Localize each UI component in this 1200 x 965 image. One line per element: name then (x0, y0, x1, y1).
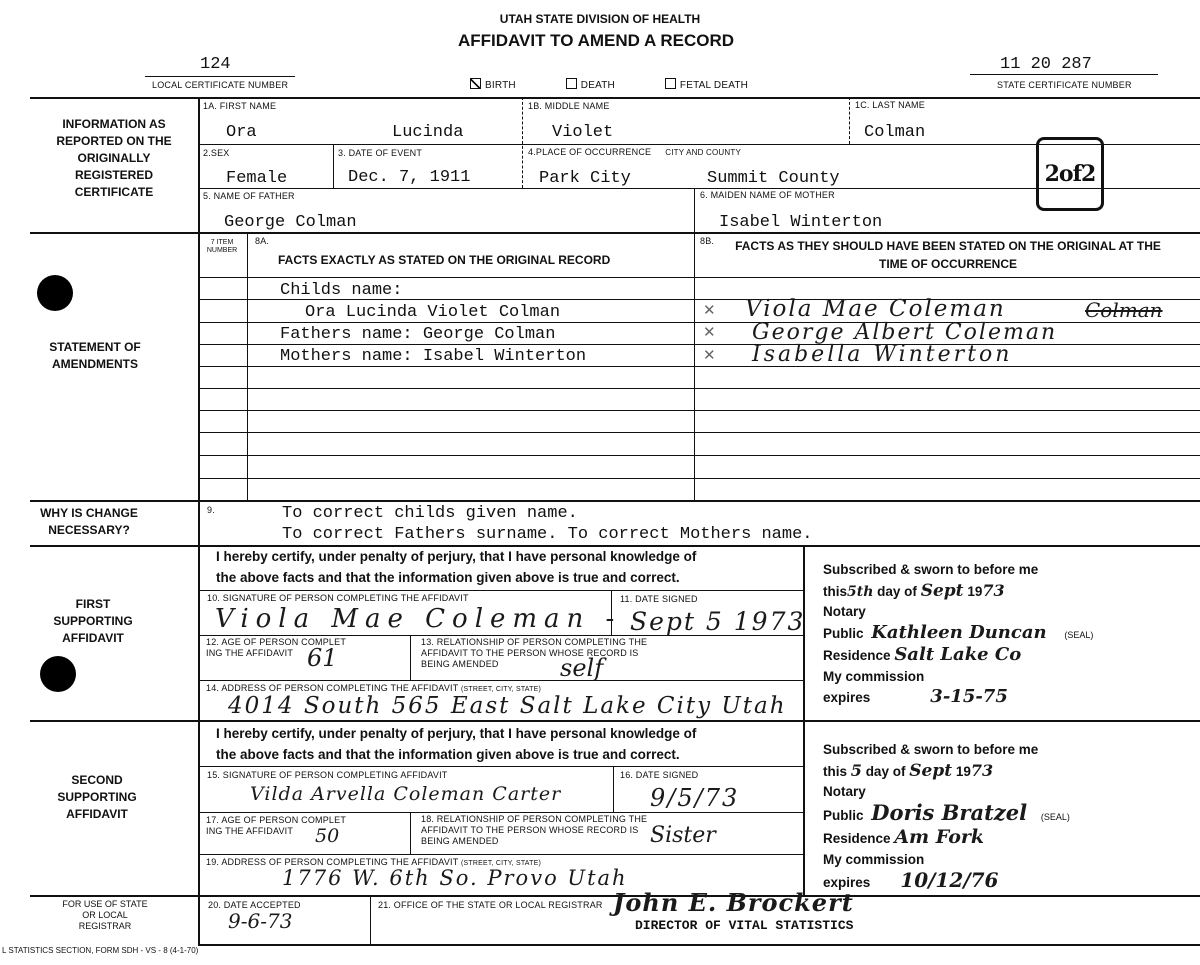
father-name-label: 5. NAME OF FATHER (203, 191, 295, 201)
place-label: 4.PLACE OF OCCURRENCE CITY AND COUNTY (528, 147, 741, 157)
first-address-value: 4014 South 565 East Salt Lake City Utah (228, 693, 787, 719)
first-name-value: Ora (226, 123, 257, 142)
second-notary-day: 5 (850, 760, 862, 780)
form-title: AFFIDAVIT TO AMEND A RECORD (457, 31, 735, 50)
second-notary-block: Subscribed & sworn to before me this 5 day of Sept 1973 Notary Public Doris Bratzel (SEAL) Residence Am Fork My commission expires 10/12/76 (823, 742, 1070, 892)
second-date-signed: 9/5/73 (650, 784, 740, 812)
city-value: Park City (539, 169, 631, 188)
corrected-fact-line: Viola Mae Coleman (745, 296, 1006, 322)
registrar-office-label: 21. OFFICE OF THE STATE OR LOCAL REGISTRAR (378, 900, 603, 910)
middle-name-label: 1B. MIDDLE NAME (528, 101, 610, 111)
second-notary-residence: Am Fork (894, 826, 985, 848)
state-cert-number: 11 20 287 (1000, 55, 1092, 74)
item-number-label: 7 ITEM NUMBER (206, 239, 238, 254)
middle-name-value: Violet (552, 123, 614, 142)
checked-box-icon (470, 78, 481, 89)
first-notary-month: Sept (920, 580, 964, 601)
last-name-value: Colman (864, 123, 926, 142)
first-age-value: 61 (307, 644, 338, 672)
first-age-label: 12. AGE OF PERSON COMPLET ING THE AFFIDAVIT (206, 637, 347, 658)
sex-value: Female (226, 169, 288, 188)
local-cert-label: LOCAL CERTIFICATE NUMBER (152, 80, 289, 90)
second-notary-name: Doris Bratzel (871, 799, 1028, 825)
record-type-options (470, 78, 748, 91)
registrar-title: DIRECTOR OF VITAL STATISTICS (635, 918, 854, 933)
second-signature: Vilda Arvella Coleman Carter (250, 783, 562, 805)
registrar-signature: John E. Brockert (613, 888, 854, 917)
first-notary-block: Subscribed & sworn to before me this5th day of Sept 1973 Notary Public Kathleen Duncan (SEAL) Residence Salt Lake Co My commission expires 3-15-75 (823, 562, 1094, 707)
second-notary-month: Sept (909, 760, 953, 781)
corrected-fact-line: George Albert Coleman (752, 320, 1058, 345)
page-count-stamp: 2of2 (1036, 137, 1104, 211)
statement-section-label: STATEMENT OF AMENDMENTS (49, 340, 141, 371)
date-of-event-value: Dec. 7, 1911 (348, 168, 471, 187)
first-notary-name: Kathleen Duncan (871, 621, 1047, 643)
agency-name: UTAH STATE DIVISION OF HEALTH (499, 12, 701, 26)
second-age-label: 17. AGE OF PERSON COMPLET ING THE AFFIDAVIT (206, 815, 347, 836)
reason-line-2: To correct Fathers surname. To correct Mothers name. (282, 525, 813, 544)
first-notary-day: 5th (847, 583, 874, 600)
first-relationship-value: self (560, 654, 604, 682)
mother-name-value: Isabel Winterton (719, 213, 883, 232)
second-signature-label: 15. SIGNATURE OF PERSON COMPLETING AFFIDAVIT (207, 770, 448, 780)
empty-box-icon (665, 78, 676, 89)
second-address-value: 1776 W. 6th So. Provo Utah (282, 866, 628, 890)
certify-text-line-2: the above facts and that the information given above is true and correct. (216, 570, 680, 585)
x-mark-icon: ✕ (703, 347, 716, 364)
first-signature-label: 10. SIGNATURE OF PERSON COMPLETING THE AFFIDAVIT (207, 593, 469, 603)
second-notary-expires: 10/12/76 (900, 868, 999, 892)
original-fact-line: Fathers name: George Colman (280, 325, 556, 344)
place-sublabel: CITY AND COUNTY (665, 148, 741, 157)
father-name-value: George Colman (224, 213, 357, 232)
first-signature: Viola Mae Coleman - (215, 604, 622, 634)
death-checkbox[interactable]: DEATH (566, 80, 615, 91)
date-accepted-value: 9-6-73 (228, 909, 293, 933)
original-fact-line: Mothers name: Isabel Winterton (280, 347, 587, 366)
empty-box-icon (566, 78, 577, 89)
county-value: Summit County (707, 169, 840, 188)
second-age-value: 50 (315, 825, 340, 847)
reason-line-1: To correct childs given name. (282, 504, 578, 523)
punch-hole (37, 275, 73, 311)
first-affidavit-label: FIRST SUPPORTING AFFIDAVIT (53, 597, 133, 645)
certify-text-line-1: I hereby certify, under penalty of perjury, that I have personal knowledge of (216, 726, 697, 741)
x-mark-icon: ✕ (703, 324, 716, 341)
first-notary-residence: Salt Lake Co (894, 644, 1022, 665)
second-relationship-value: Sister (650, 823, 716, 848)
sex-label: 2.SEX (203, 148, 230, 158)
second-notary-year: 73 (970, 760, 994, 780)
corrected-fact-line: Isabella Winterton (752, 342, 1013, 367)
form-footer: L STATISTICS SECTION, FORM SDH - VS - 8 (4-1-70) (2, 946, 199, 955)
column-8a-title: FACTS EXACTLY AS STATED ON THE ORIGINAL RECORD (278, 253, 611, 267)
struck-out-text: Colman (1085, 298, 1163, 322)
second-address-label: 19. ADDRESS OF PERSON COMPLETING THE AFFIDAVIT (STREET, CITY, STATE) (206, 857, 542, 867)
last-name-label: 1C. LAST NAME (855, 100, 925, 110)
date-accepted-label: 20. DATE ACCEPTED (208, 900, 301, 910)
punch-hole (40, 656, 76, 692)
certify-text-line-2: the above facts and that the information given above is true and correct. (216, 747, 680, 762)
original-fact-line: Childs name: (280, 281, 403, 300)
state-cert-label: STATE CERTIFICATE NUMBER (997, 80, 1132, 90)
second-date-label: 16. DATE SIGNED (620, 770, 699, 780)
x-mark-icon: ✕ (703, 302, 716, 319)
first-name-value-2: Lucinda (392, 123, 464, 142)
registrar-use-label: FOR USE OF STATE OR LOCAL REGISTRAR (62, 899, 148, 931)
fetal-death-checkbox[interactable]: FETAL DEATH (665, 80, 748, 91)
first-notary-year: 73 (982, 580, 1005, 600)
column-8b-number: 8B. (700, 236, 715, 246)
mother-name-label: 6. MAIDEN NAME OF MOTHER (700, 190, 835, 200)
second-relationship-label: 18. RELATIONSHIP OF PERSON COMPLETING THE AFFIDAVIT TO THE PERSON WHOSE RECORD IS BEING AMENDED (421, 814, 648, 846)
reason-number: 9. (207, 505, 215, 515)
info-section-label: INFORMATION AS REPORTED ON THE ORIGINALLY REGISTERED CERTIFICATE (56, 117, 172, 199)
birth-checkbox[interactable]: BIRTH (470, 80, 516, 91)
first-date-signed: Sept 5 1973 (630, 607, 806, 636)
first-date-label: 11. DATE SIGNED (620, 594, 698, 604)
local-cert-number: 124 (200, 55, 231, 74)
first-address-label: 14. ADDRESS OF PERSON COMPLETING THE AFFIDAVIT (STREET, CITY, STATE) (206, 683, 542, 693)
first-notary-expires: 3-15-75 (930, 686, 1008, 707)
certify-text-line-1: I hereby certify, under penalty of perjury, that I have personal knowledge of (216, 549, 697, 564)
first-relationship-label: 13. RELATIONSHIP OF PERSON COMPLETING THE AFFIDAVIT TO THE PERSON WHOSE RECORD IS BEING AMENDED (421, 637, 648, 669)
second-affidavit-label: SECOND SUPPORTING AFFIDAVIT (57, 773, 137, 821)
first-name-label: 1A. FIRST NAME (203, 101, 277, 111)
original-fact-line: Ora Lucinda Violet Colman (305, 303, 561, 322)
why-section-label: WHY IS CHANGE NECESSARY? (40, 506, 138, 537)
date-of-event-label: 3. DATE OF EVENT (338, 148, 423, 158)
column-8a-number: 8A. (255, 236, 270, 246)
column-8b-title: FACTS AS THEY SHOULD HAVE BEEN STATED ON THE ORIGINAL AT THE TIME OF OCCURRENCE (735, 239, 1161, 271)
